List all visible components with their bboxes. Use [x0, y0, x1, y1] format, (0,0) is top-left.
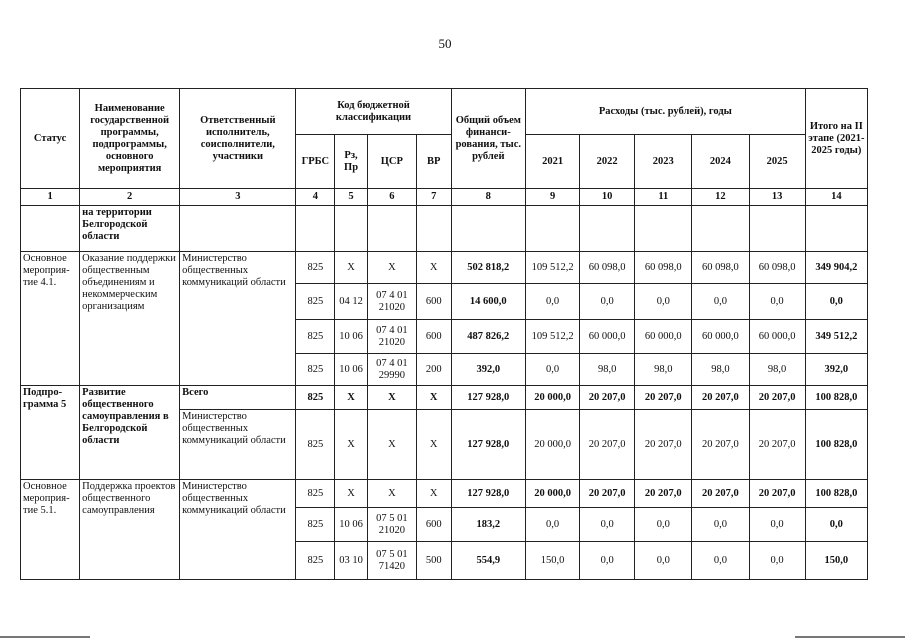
cell-stage-total: 349 904,2 — [805, 252, 867, 284]
header-vr: ВР — [416, 135, 451, 189]
status-cell: Подпро-грамма 5 — [21, 386, 80, 480]
cell-vr: Х — [416, 252, 451, 284]
cell-vr: Х — [416, 410, 451, 480]
cell-rz-pr: 10 06 — [335, 354, 368, 386]
cell-2022: 20 207,0 — [580, 386, 635, 410]
cell-2024: 20 207,0 — [692, 386, 749, 410]
cell-2021: 0,0 — [526, 354, 580, 386]
cell-2025: 60 000,0 — [749, 320, 805, 354]
cell-rz-pr: 04 12 — [335, 284, 368, 320]
cell-grbs: 825 — [296, 252, 335, 284]
cell-vr: 600 — [416, 508, 451, 542]
cell-2023: 0,0 — [635, 284, 692, 320]
header-stage-total: Итого на II этапе (2021-2025 годы) — [805, 89, 867, 189]
cell-vr: 200 — [416, 354, 451, 386]
cell-grbs: 825 — [296, 386, 335, 410]
header-name: Наименование государственной программы, подпрограммы, основного мероприятия — [80, 89, 180, 189]
cell-total: 487 826,2 — [451, 320, 525, 354]
cell-2022: 0,0 — [580, 542, 635, 580]
cell-rz-pr: Х — [335, 480, 368, 508]
cell-2025: 0,0 — [749, 508, 805, 542]
column-number: 10 — [580, 189, 635, 206]
name-cell: Оказание поддержки общественным объединениям и некоммерческим организациям — [80, 252, 180, 386]
responsible-cell: Министерство общественных коммуникаций области — [180, 480, 296, 580]
cell-vr: 500 — [416, 542, 451, 580]
cell-2025: 0,0 — [749, 284, 805, 320]
column-number: 6 — [367, 189, 416, 206]
cell-2022: 60 000,0 — [580, 320, 635, 354]
header-status: Статус — [21, 89, 80, 189]
cell-2023: 0,0 — [635, 508, 692, 542]
page-number: 50 — [438, 36, 452, 51]
cell-stage-total: 100 828,0 — [805, 480, 867, 508]
header-rz-pr: Рз, Пр — [335, 135, 368, 189]
column-number: 14 — [805, 189, 867, 206]
cell-2024: 60 000,0 — [692, 320, 749, 354]
header-year-2022: 2022 — [580, 135, 635, 189]
cell-2022: 60 098,0 — [580, 252, 635, 284]
cell-vr: Х — [416, 386, 451, 410]
cell-2023: 60 098,0 — [635, 252, 692, 284]
header-row — [21, 89, 868, 135]
cell-stage-total: 100 828,0 — [805, 386, 867, 410]
cell-grbs: 825 — [296, 284, 335, 320]
header-expenses: Расходы (тыс. рублей), годы — [526, 89, 806, 135]
cell-2025: 60 098,0 — [749, 252, 805, 284]
cell-2024: 98,0 — [692, 354, 749, 386]
cell-grbs: 825 — [296, 480, 335, 508]
cell-2022: 0,0 — [580, 508, 635, 542]
cell-stage-total: 392,0 — [805, 354, 867, 386]
cell-2024: 20 207,0 — [692, 410, 749, 480]
status-cell: Основное мероприя-тие 4.1. — [21, 252, 80, 386]
column-number: 12 — [692, 189, 749, 206]
cell-2022: 0,0 — [580, 284, 635, 320]
cell-csr: 07 4 01 21020 — [367, 320, 416, 354]
cell-2023: 98,0 — [635, 354, 692, 386]
column-number: 2 — [80, 189, 180, 206]
cell-total: 127 928,0 — [451, 410, 525, 480]
column-number: 11 — [635, 189, 692, 206]
cell-2025: 20 207,0 — [749, 410, 805, 480]
cell-vr: 600 — [416, 320, 451, 354]
name-cell: Поддержка проектов общественного самоуправления — [80, 480, 180, 580]
cell-stage-total: 349 512,2 — [805, 320, 867, 354]
cell-stage-total: 150,0 — [805, 542, 867, 580]
cell-rz-pr: 10 06 — [335, 508, 368, 542]
cell-2022: 20 207,0 — [580, 410, 635, 480]
cell-stage-total: 0,0 — [805, 284, 867, 320]
continuation-name: на территории Белгородской области — [80, 206, 180, 252]
cell-grbs: 825 — [296, 320, 335, 354]
cell-2025: 20 207,0 — [749, 386, 805, 410]
cell-rz-pr: 03 10 — [335, 542, 368, 580]
cell-total: 127 928,0 — [451, 480, 525, 508]
cell-2024: 60 098,0 — [692, 252, 749, 284]
responsible-cell: Министерство общественных коммуникаций области — [180, 252, 296, 386]
scan-edge-right — [795, 636, 905, 638]
cell-vr: 600 — [416, 284, 451, 320]
cell-2024: 0,0 — [692, 284, 749, 320]
column-number-row — [21, 189, 868, 206]
column-number: 3 — [180, 189, 296, 206]
cell-2023: 0,0 — [635, 542, 692, 580]
scan-edge-left — [0, 636, 90, 638]
cell-2023: 20 207,0 — [635, 410, 692, 480]
cell-vr: Х — [416, 480, 451, 508]
cell-2021: 109 512,2 — [526, 252, 580, 284]
header-year-2025: 2025 — [749, 135, 805, 189]
header-total: Общий объем финанси-рования, тыс. рублей — [451, 89, 525, 189]
cell-2021: 0,0 — [526, 508, 580, 542]
cell-csr: 07 4 01 29990 — [367, 354, 416, 386]
continuation-row — [21, 206, 868, 252]
cell-2021: 109 512,2 — [526, 320, 580, 354]
cell-2022: 98,0 — [580, 354, 635, 386]
cell-total: 392,0 — [451, 354, 525, 386]
budget-table — [20, 88, 868, 580]
cell-total: 127 928,0 — [451, 386, 525, 410]
cell-2021: 20 000,0 — [526, 410, 580, 480]
column-number: 1 — [21, 189, 80, 206]
header-budget-code: Код бюджетной классификации — [296, 89, 451, 135]
cell-total: 554,9 — [451, 542, 525, 580]
cell-grbs: 825 — [296, 508, 335, 542]
column-number: 13 — [749, 189, 805, 206]
cell-rz-pr: Х — [335, 386, 368, 410]
cell-rz-pr: Х — [335, 410, 368, 480]
cell-total: 183,2 — [451, 508, 525, 542]
header-responsible: Ответственный исполнитель, соисполнители, участники — [180, 89, 296, 189]
cell-total: 14 600,0 — [451, 284, 525, 320]
table-row — [21, 252, 868, 284]
cell-2022: 20 207,0 — [580, 480, 635, 508]
header-csr: ЦСР — [367, 135, 416, 189]
cell-2021: 20 000,0 — [526, 386, 580, 410]
cell-2025: 20 207,0 — [749, 480, 805, 508]
column-number: 5 — [335, 189, 368, 206]
cell-2023: 60 000,0 — [635, 320, 692, 354]
cell-2024: 0,0 — [692, 508, 749, 542]
column-number: 4 — [296, 189, 335, 206]
cell-csr: Х — [367, 386, 416, 410]
header-year-2021: 2021 — [526, 135, 580, 189]
cell-rz-pr: Х — [335, 252, 368, 284]
header-grbs: ГРБС — [296, 135, 335, 189]
cell-2024: 0,0 — [692, 542, 749, 580]
cell-2025: 0,0 — [749, 542, 805, 580]
cell-total: 502 818,2 — [451, 252, 525, 284]
cell-csr: 07 5 01 21020 — [367, 508, 416, 542]
column-number: 9 — [526, 189, 580, 206]
cell-2023: 20 207,0 — [635, 480, 692, 508]
cell-csr: Х — [367, 410, 416, 480]
cell-grbs: 825 — [296, 410, 335, 480]
cell-2025: 98,0 — [749, 354, 805, 386]
cell-2021: 20 000,0 — [526, 480, 580, 508]
table-row — [21, 480, 868, 508]
cell-csr: Х — [367, 252, 416, 284]
cell-grbs: 825 — [296, 542, 335, 580]
cell-2021: 0,0 — [526, 284, 580, 320]
cell-stage-total: 0,0 — [805, 508, 867, 542]
name-cell: Развитие общественного самоуправления в Белгородской области — [80, 386, 180, 480]
header-year-2023: 2023 — [635, 135, 692, 189]
cell-grbs: 825 — [296, 354, 335, 386]
cell-2021: 150,0 — [526, 542, 580, 580]
table-row — [21, 386, 868, 410]
column-number: 8 — [451, 189, 525, 206]
column-number: 7 — [416, 189, 451, 206]
cell-2024: 20 207,0 — [692, 480, 749, 508]
header-year-2024: 2024 — [692, 135, 749, 189]
responsible-cell: Министерство общественных коммуникаций области — [180, 410, 296, 480]
responsible-total-cell: Всего — [180, 386, 296, 410]
cell-csr: Х — [367, 480, 416, 508]
cell-2023: 20 207,0 — [635, 386, 692, 410]
cell-rz-pr: 10 06 — [335, 320, 368, 354]
status-cell: Основное мероприя-тие 5.1. — [21, 480, 80, 580]
cell-csr: 07 5 01 71420 — [367, 542, 416, 580]
cell-stage-total: 100 828,0 — [805, 410, 867, 480]
cell-csr: 07 4 01 21020 — [367, 284, 416, 320]
